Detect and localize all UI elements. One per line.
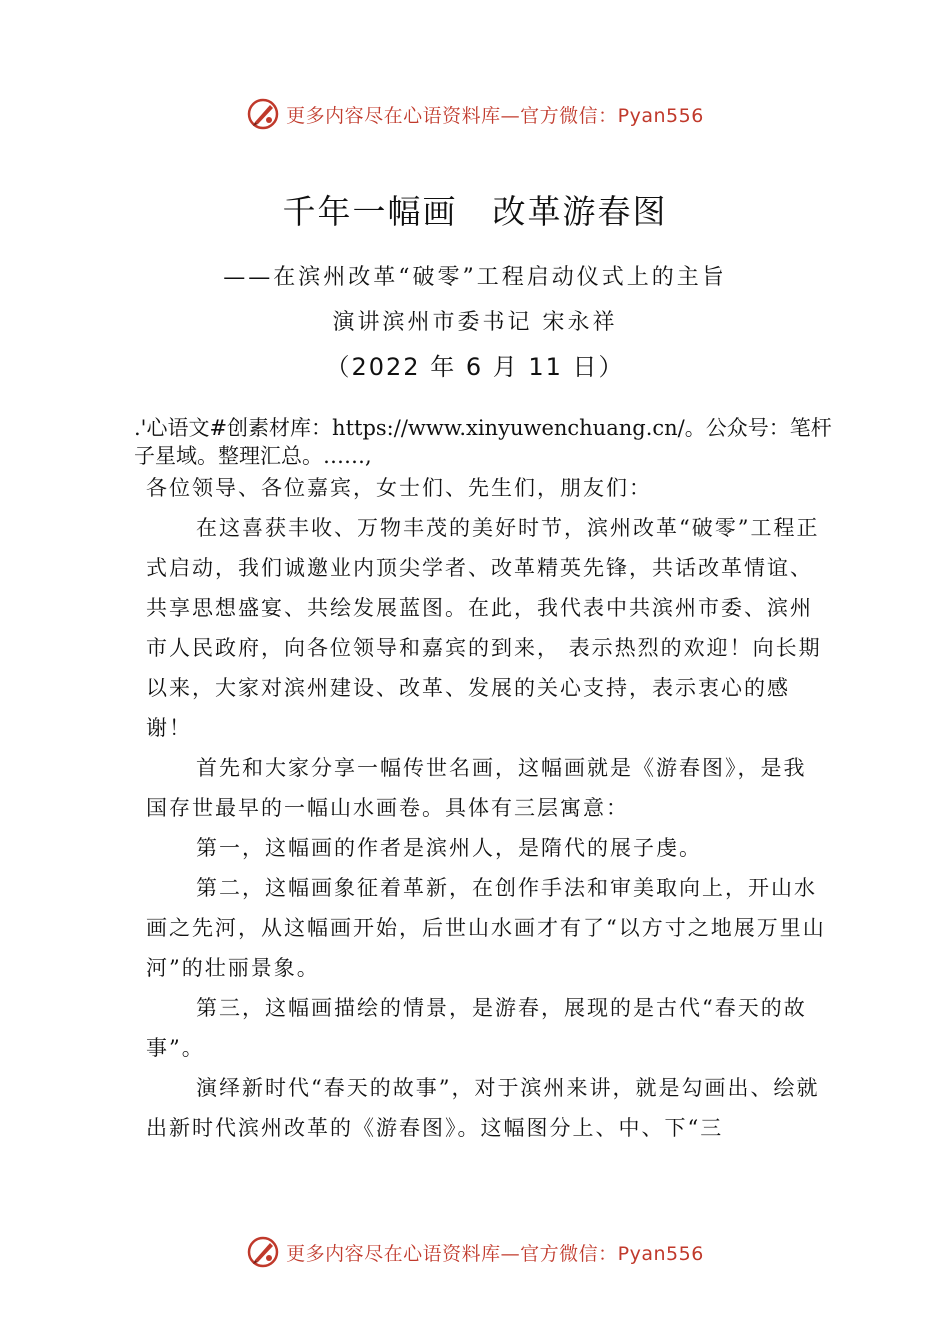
header-watermark bbox=[0, 94, 950, 134]
document-subtitle-line2: 演讲滨州市委书记 宋永祥 bbox=[332, 310, 618, 335]
body-paragraph: 在这喜获丰收、万物丰茂的美好时节，滨州改革“破零”工程正式启动，我们诚邀业内顶尖学者、改革精英先锋，共话改革情谊、共享思想盛宴、共绘发展蓝图。在此，我代表中共滨州市委、滨州市人民政府，向各位领导和嘉宾的到来， 表示热烈的欢迎！向长期以来，大家对滨州建设、改革、发展的关心支持，表示衷心的感谢！ bbox=[146, 516, 822, 740]
watermark-text: 更多内容尽在心语资料库—官方微信：Pyan556 bbox=[286, 104, 704, 127]
body-paragraph: 演绎新时代“春天的故事”，对于滨州来讲，就是勾画出、绘就出新时代滨州改革的《游春图》。这幅图分上、中、下“三 bbox=[146, 1076, 820, 1140]
source-note: .'心语文#创素材库：https://www.xinyuwenchuang.cn/。公众号：笔杆子星域。整理汇总。……, bbox=[134, 416, 832, 468]
body-paragraph: 首先和大家分享一幅传世名画，这幅画就是《游春图》，是我国存世最早的一幅山水画卷。具体有三层寓意： bbox=[146, 756, 807, 820]
salutation: 各位领导、各位嘉宾，女士们、先生们，朋友们： bbox=[146, 476, 652, 500]
document-subtitle-line1: ——在滨州改革“破零”工程启动仪式上的主旨 bbox=[223, 265, 727, 290]
body-paragraph: 第三，这幅画描绘的情景，是游春，展现的是古代“春天的故事”。 bbox=[146, 996, 807, 1060]
watermark-wechat-id: Pyan556 bbox=[617, 104, 704, 127]
footer-watermark bbox=[0, 1232, 950, 1272]
quill-logo-icon bbox=[246, 1235, 280, 1269]
body-paragraph: 第一，这幅画的作者是滨州人，是隋代的展子虔。 bbox=[196, 836, 702, 860]
document-date: （2022 年 6 月 11 日） bbox=[325, 353, 625, 381]
watermark-wechat-id: Pyan556 bbox=[617, 1242, 704, 1265]
document-title: 千年一幅画 改革游春图 bbox=[282, 192, 668, 231]
quill-logo-icon bbox=[246, 97, 280, 131]
document-body bbox=[146, 468, 826, 1148]
watermark-text: 更多内容尽在心语资料库—官方微信：Pyan556 bbox=[286, 1242, 704, 1265]
body-paragraph: 第二，这幅画象征着革新，在创作手法和审美取向上，开山水画之先河，从这幅画开始，后世山水画才有了“以方寸之地展万里山河”的壮丽景象。 bbox=[146, 876, 826, 980]
